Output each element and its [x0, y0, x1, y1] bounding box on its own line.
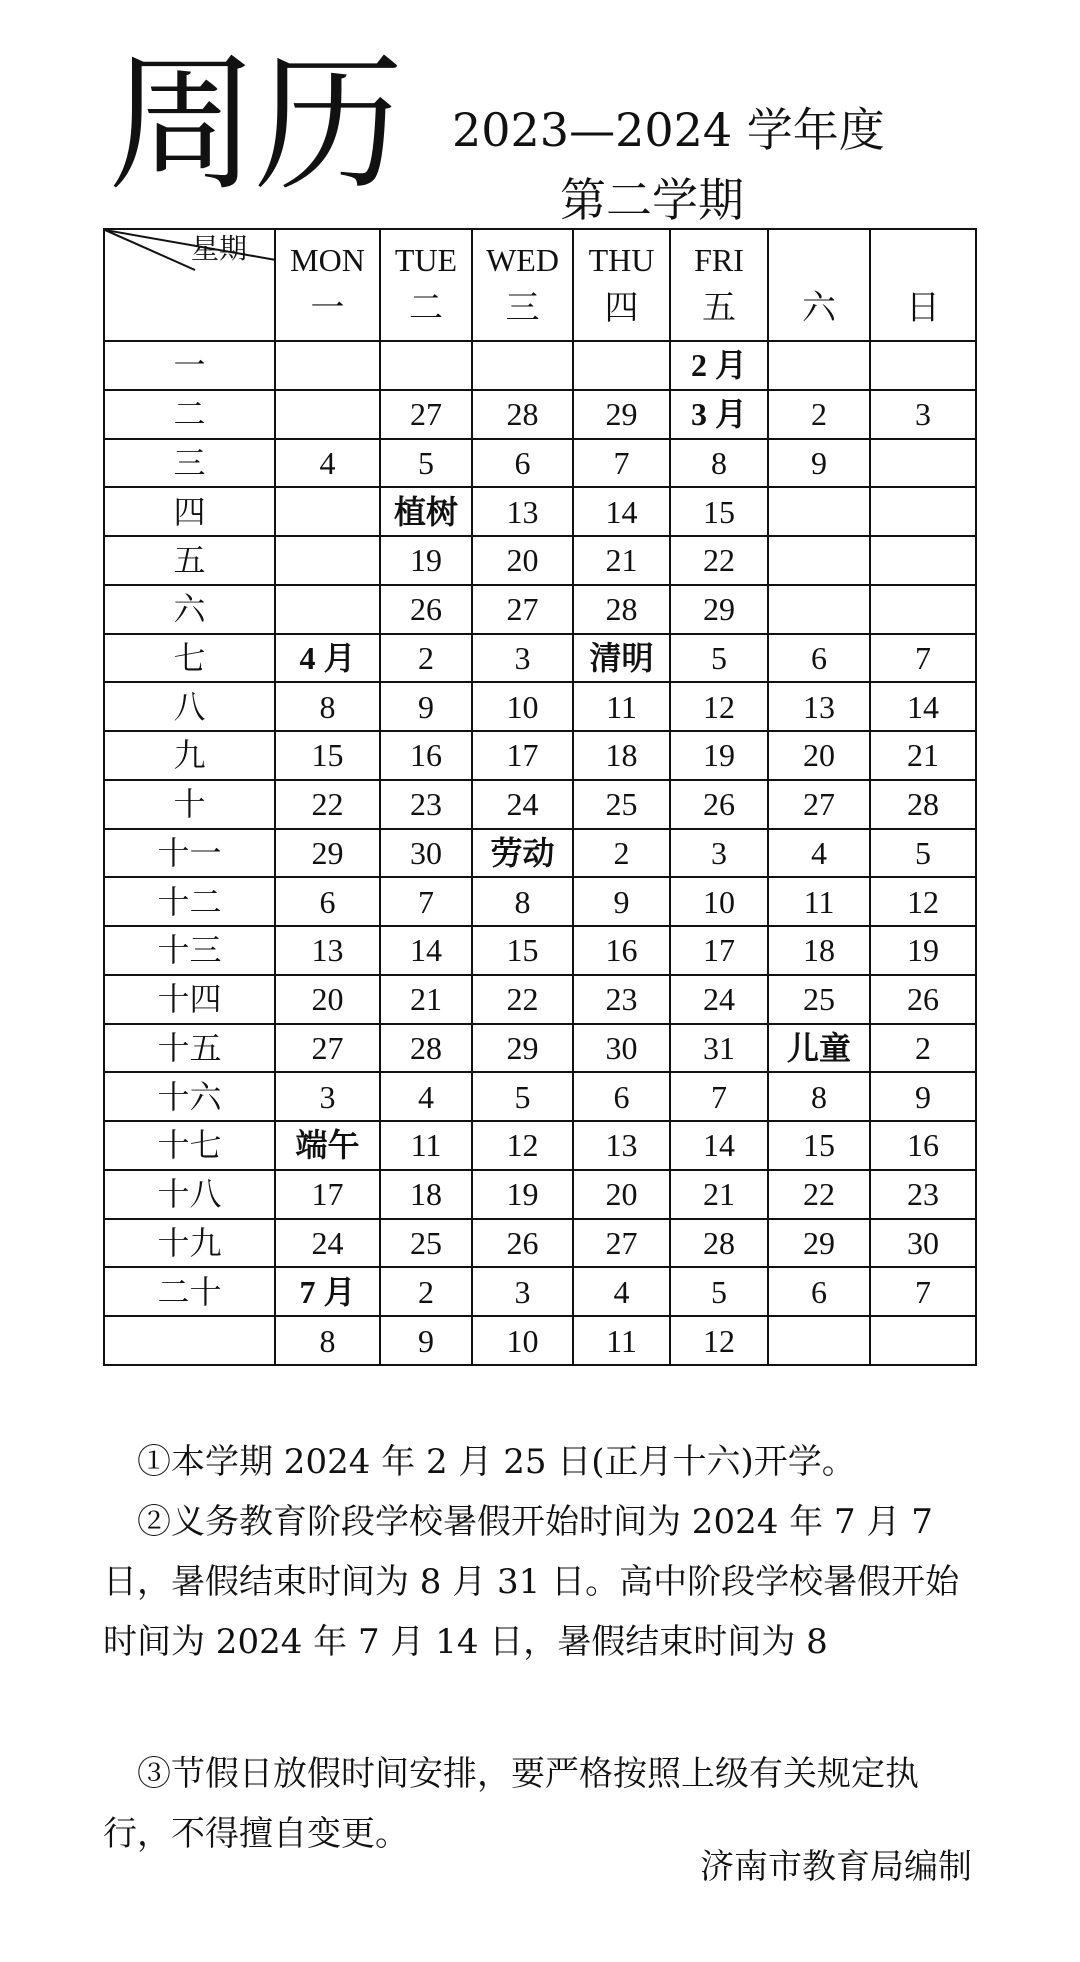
day-cell: 10	[472, 682, 573, 731]
day-cell	[768, 487, 870, 536]
day-header-cn: 二	[409, 290, 443, 327]
week-row	[104, 731, 976, 780]
day-cell	[768, 585, 870, 634]
week-number: 四	[104, 487, 275, 536]
day-cell: 8	[472, 877, 573, 926]
day-cell: 18	[768, 926, 870, 975]
day-cell: 7	[870, 1267, 976, 1316]
day-cell: 30	[573, 1024, 670, 1073]
weekly-calendar	[103, 228, 975, 1366]
day-header	[768, 229, 870, 341]
week-number: 七	[104, 634, 275, 683]
day-cell: 2	[870, 1024, 976, 1073]
day-cell: 7	[670, 1072, 768, 1121]
day-cell: 13	[472, 487, 573, 536]
day-cell: 10	[670, 877, 768, 926]
day-header-cn: 五	[702, 290, 736, 327]
corner-cell	[104, 229, 275, 341]
day-cell: 3	[870, 390, 976, 439]
publisher: 济南市教育局编制	[700, 1847, 972, 1887]
day-cell	[275, 390, 380, 439]
day-cell: 29	[275, 829, 380, 878]
day-cell: 20	[768, 731, 870, 780]
day-cell	[870, 487, 976, 536]
day-cell: 4	[768, 829, 870, 878]
day-header-en	[769, 236, 869, 284]
day-cell: 26	[870, 975, 976, 1024]
day-cell: 3	[472, 634, 573, 683]
day-cell: 25	[768, 975, 870, 1024]
day-header	[275, 229, 380, 341]
note-3: ③节假日放假时间安排，要严格按照上级有关规定执行，不得擅自变更。	[103, 1754, 919, 1854]
day-cell: 11	[573, 1316, 670, 1365]
day-cell: 30	[870, 1219, 976, 1268]
week-number: 十二	[104, 877, 275, 926]
day-cell: 5	[380, 439, 472, 488]
day-cell: 4	[573, 1267, 670, 1316]
day-header-cn: 四	[604, 290, 639, 327]
day-header-en: MON	[290, 242, 365, 278]
week-row	[104, 926, 976, 975]
day-cell	[768, 1316, 870, 1365]
day-header	[670, 229, 768, 341]
day-cell: 22	[768, 1170, 870, 1219]
week-row	[104, 634, 976, 683]
day-cell	[768, 341, 870, 390]
day-cell: 19	[472, 1170, 573, 1219]
day-cell: 6	[275, 877, 380, 926]
day-cell: 8	[275, 682, 380, 731]
day-cell: 17	[275, 1170, 380, 1219]
header-row	[104, 229, 976, 341]
day-header-en: WED	[486, 242, 559, 278]
week-number: 九	[104, 731, 275, 780]
day-cell: 12	[670, 1316, 768, 1365]
day-header-cn: 三	[505, 290, 540, 327]
day-cell: 23	[870, 1170, 976, 1219]
day-header-cn: 六	[802, 290, 836, 327]
day-cell: 3	[472, 1267, 573, 1316]
week-number: 十五	[104, 1024, 275, 1073]
day-cell: 6	[768, 1267, 870, 1316]
day-cell: 9	[573, 877, 670, 926]
day-cell: 2	[573, 829, 670, 878]
day-cell: 15	[472, 926, 573, 975]
week-row	[104, 585, 976, 634]
day-cell: 5	[472, 1072, 573, 1121]
day-cell	[870, 1316, 976, 1365]
day-cell: 18	[573, 731, 670, 780]
day-cell: 17	[472, 731, 573, 780]
day-cell: 12	[870, 877, 976, 926]
day-cell: 25	[380, 1219, 472, 1268]
day-cell: 8	[275, 1316, 380, 1365]
week-number: 五	[104, 536, 275, 585]
week-number: 六	[104, 585, 275, 634]
day-cell: 5	[670, 1267, 768, 1316]
week-number: 十四	[104, 975, 275, 1024]
day-cell: 19	[380, 536, 472, 585]
week-number: 二	[104, 390, 275, 439]
day-cell: 29	[472, 1024, 573, 1073]
day-cell: 7 月	[275, 1267, 380, 1316]
day-cell: 11	[573, 682, 670, 731]
day-cell: 植树	[380, 487, 472, 536]
day-cell: 14	[573, 487, 670, 536]
week-row	[104, 877, 976, 926]
day-cell: 23	[573, 975, 670, 1024]
day-cell: 27	[275, 1024, 380, 1073]
day-cell: 7	[573, 439, 670, 488]
day-cell: 13	[573, 1121, 670, 1170]
day-cell	[870, 439, 976, 488]
day-cell: 31	[670, 1024, 768, 1073]
day-header-en: THU	[588, 242, 655, 278]
week-row	[104, 439, 976, 488]
note-2: ②义务教育阶段学校暑假开始时间为 2024 年 7 月 7 日，暑假结束时间为 8 月 31 日。高中阶段学校暑假开始时间为 2024 年 7 月 14 日，暑假结束时间为 8	[103, 1502, 960, 1662]
day-header-en	[871, 236, 975, 284]
page-title: 周历	[108, 38, 401, 212]
day-cell	[870, 341, 976, 390]
day-cell: 21	[670, 1170, 768, 1219]
week-number: 十八	[104, 1170, 275, 1219]
day-header-cn: 一	[310, 290, 345, 327]
day-cell: 29	[670, 585, 768, 634]
day-cell: 28	[870, 780, 976, 829]
day-cell: 8	[670, 439, 768, 488]
day-header	[472, 229, 573, 341]
day-cell: 28	[472, 390, 573, 439]
day-cell: 清明	[573, 634, 670, 683]
day-cell: 9	[870, 1072, 976, 1121]
day-header-en: TUE	[394, 242, 458, 278]
week-number: 十九	[104, 1219, 275, 1268]
day-cell: 27	[768, 780, 870, 829]
day-cell: 16	[573, 926, 670, 975]
week-row	[104, 1267, 976, 1316]
day-cell: 15	[275, 731, 380, 780]
day-cell: 22	[670, 536, 768, 585]
day-cell: 29	[768, 1219, 870, 1268]
academic-year: 2023—2024 学年度	[452, 103, 885, 157]
day-cell	[275, 487, 380, 536]
week-row	[104, 975, 976, 1024]
day-cell: 20	[472, 536, 573, 585]
day-cell: 6	[573, 1072, 670, 1121]
week-row	[104, 1316, 976, 1365]
day-cell: 6	[768, 634, 870, 683]
day-cell: 27	[573, 1219, 670, 1268]
week-number: 十一	[104, 829, 275, 878]
day-cell: 14	[670, 1121, 768, 1170]
day-cell: 12	[670, 682, 768, 731]
semester-label: 第二学期	[560, 173, 744, 227]
day-cell	[275, 536, 380, 585]
day-cell: 劳动	[472, 829, 573, 878]
corner-label: 星期	[191, 234, 248, 265]
day-cell	[472, 341, 573, 390]
day-cell	[573, 341, 670, 390]
day-cell: 10	[472, 1316, 573, 1365]
day-cell	[275, 585, 380, 634]
week-row	[104, 341, 976, 390]
day-cell	[768, 536, 870, 585]
week-row	[104, 536, 976, 585]
day-cell: 15	[768, 1121, 870, 1170]
note-1: ①本学期 2024 年 2 月 25 日(正月十六)开学。	[137, 1442, 856, 1482]
week-number: 三	[104, 439, 275, 488]
day-cell: 30	[380, 829, 472, 878]
day-cell: 11	[768, 877, 870, 926]
week-number: 十三	[104, 926, 275, 975]
day-cell: 22	[472, 975, 573, 1024]
day-cell	[275, 341, 380, 390]
day-cell: 21	[380, 975, 472, 1024]
week-row	[104, 1072, 976, 1121]
day-cell: 7	[870, 634, 976, 683]
day-cell: 2	[380, 1267, 472, 1316]
day-cell: 2	[380, 634, 472, 683]
notes	[103, 1432, 983, 1864]
day-cell: 24	[275, 1219, 380, 1268]
day-cell: 15	[670, 487, 768, 536]
day-header-cn: 日	[906, 290, 940, 327]
day-cell: 19	[670, 731, 768, 780]
day-cell: 14	[380, 926, 472, 975]
week-number: 十六	[104, 1072, 275, 1121]
day-cell: 28	[573, 585, 670, 634]
day-cell	[870, 585, 976, 634]
day-cell	[870, 536, 976, 585]
day-cell: 2	[768, 390, 870, 439]
week-row	[104, 390, 976, 439]
week-number: 八	[104, 682, 275, 731]
day-cell: 8	[768, 1072, 870, 1121]
day-header	[380, 229, 472, 341]
day-cell: 5	[870, 829, 976, 878]
day-cell: 11	[380, 1121, 472, 1170]
day-cell: 27	[472, 585, 573, 634]
day-cell: 6	[472, 439, 573, 488]
week-number: 十	[104, 780, 275, 829]
day-cell: 3 月	[670, 390, 768, 439]
week-row	[104, 1121, 976, 1170]
week-number: 一	[104, 341, 275, 390]
day-header-en: FRI	[694, 242, 744, 278]
day-cell: 29	[573, 390, 670, 439]
day-cell: 22	[275, 780, 380, 829]
week-row	[104, 1170, 976, 1219]
day-cell: 20	[573, 1170, 670, 1219]
day-cell: 端午	[275, 1121, 380, 1170]
day-cell: 21	[573, 536, 670, 585]
day-cell: 27	[380, 390, 472, 439]
day-cell: 24	[472, 780, 573, 829]
day-cell: 26	[472, 1219, 573, 1268]
day-cell: 5	[670, 634, 768, 683]
day-cell	[380, 341, 472, 390]
day-cell: 23	[380, 780, 472, 829]
day-cell: 13	[768, 682, 870, 731]
day-cell: 16	[380, 731, 472, 780]
day-cell: 4	[380, 1072, 472, 1121]
day-cell: 7	[380, 877, 472, 926]
week-row	[104, 1024, 976, 1073]
day-cell: 13	[275, 926, 380, 975]
day-cell: 18	[380, 1170, 472, 1219]
day-cell: 3	[275, 1072, 380, 1121]
week-number: 十七	[104, 1121, 275, 1170]
day-cell: 9	[768, 439, 870, 488]
day-header	[870, 229, 976, 341]
day-cell: 17	[670, 926, 768, 975]
day-cell: 14	[870, 682, 976, 731]
day-cell: 儿童	[768, 1024, 870, 1073]
week-number: 二十	[104, 1267, 275, 1316]
day-cell: 9	[380, 1316, 472, 1365]
day-cell: 4 月	[275, 634, 380, 683]
day-cell: 20	[275, 975, 380, 1024]
week-row	[104, 682, 976, 731]
day-cell: 16	[870, 1121, 976, 1170]
day-cell: 26	[380, 585, 472, 634]
week-number	[104, 1316, 275, 1365]
week-row	[104, 487, 976, 536]
week-row	[104, 1219, 976, 1268]
day-cell: 28	[670, 1219, 768, 1268]
week-row	[104, 780, 976, 829]
day-cell: 21	[870, 731, 976, 780]
day-header	[573, 229, 670, 341]
day-cell: 25	[573, 780, 670, 829]
day-cell: 24	[670, 975, 768, 1024]
day-cell: 3	[670, 829, 768, 878]
day-cell: 4	[275, 439, 380, 488]
day-cell: 19	[870, 926, 976, 975]
day-cell: 9	[380, 682, 472, 731]
day-cell: 26	[670, 780, 768, 829]
day-cell: 28	[380, 1024, 472, 1073]
week-row	[104, 829, 976, 878]
day-cell: 2 月	[670, 341, 768, 390]
day-cell: 12	[472, 1121, 573, 1170]
